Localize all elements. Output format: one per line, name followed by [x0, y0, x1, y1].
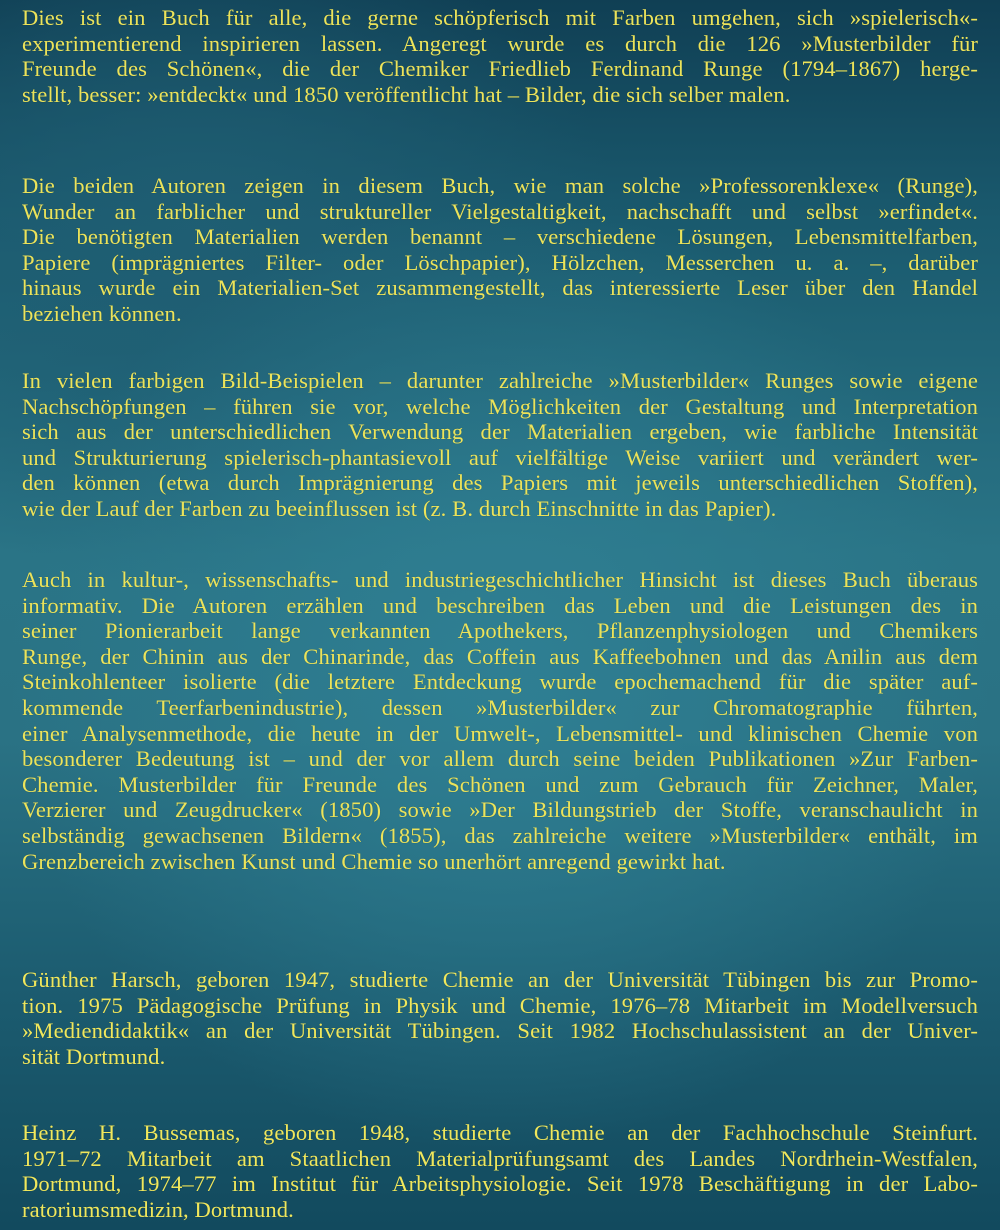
author-bio-harsch	[22, 967, 978, 1069]
text-line: Freunde des Schönen«, die der Chemiker Friedlieb Ferdinand Runge (1794–1867) herge-	[22, 56, 978, 82]
text-line: Chemie. Musterbilder für Freunde des Schönen und zum Gebrauch für Zeichner, Maler,	[22, 771, 978, 797]
text-line: den können (etwa durch Imprägnierung des Papiers mit jeweils unterschiedlichen Stoffen),	[22, 470, 978, 496]
paragraph-history	[22, 567, 978, 874]
text-line: Verzierer und Zeugdrucker« (1850) sowie »Der Bildungstrieb der Stoffe, veranschaulicht in	[22, 797, 978, 823]
text-line: stellt, besser: »entdeckt« und 1850 veröffentlicht hat – Bilder, die sich selber malen.	[22, 81, 791, 107]
text-line: besonderer Bedeutung ist – und der vor allem durch seine beiden Publikationen »Zur Farben-	[22, 746, 978, 772]
text-line: Runge, der Chinin aus der Chinarinde, das Coffein aus Kaffeebohnen und das Anilin aus dem	[22, 643, 978, 669]
text-line: Die beiden Autoren zeigen in diesem Buch, wie man solche »Professorenklexe« (Runge),	[22, 173, 978, 198]
text-line: sich aus der unterschiedlichen Verwendung der Materialien ergeben, wie farbliche Intensität	[22, 419, 978, 445]
text-line: hinaus wurde ein Materialien-Set zusammengestellt, das interessierte Leser über den Handel	[22, 275, 978, 301]
text-line: Wunder an farblicher und struktureller Vielgestaltigkeit, nachschafft und selbst »erfindet«.	[22, 198, 978, 224]
text-line: Die benötigten Materialien werden benannt – verschiedene Lösungen, Lebensmittelfarben,	[22, 224, 978, 250]
paragraph-authors-method	[22, 173, 978, 327]
text-line: Steinkohlenteer isolierte (die letztere Entdeckung wurde epochemachend für die später auf-	[22, 669, 978, 695]
text-line: Papiere (imprägniertes Filter- oder Löschpapier), Hölzchen, Messerchen u. a. –, darüber	[22, 249, 978, 275]
text-line: selbständig gewachsenen Bildern« (1855), das zahlreiche weitere »Musterbilder« enthält, im	[22, 822, 978, 848]
text-line: kommende Teerfarbenindustrie), dessen »Musterbilder« zur Chromatographie führten,	[22, 694, 978, 720]
author-bio-bussemas	[22, 1120, 978, 1222]
text-line: wie der Lauf der Farben zu beeinflussen ist (z. B. durch Einschnitte in das Papier).	[22, 495, 777, 521]
text-line: »Mediendidaktik« an der Universität Tübingen. Seit 1982 Hochschulassistent an der Univer-	[22, 1018, 978, 1044]
text-line: beziehen können.	[22, 300, 182, 326]
text-line: tion. 1975 Pädagogische Prüfung in Physik und Chemie, 1976–78 Mitarbeit im Modellversuch	[22, 992, 978, 1018]
text-line: In vielen farbigen Bild-Beispielen – darunter zahlreiche »Musterbilder« Runges sowie eigene	[22, 368, 978, 393]
paragraph-examples	[22, 368, 978, 522]
text-line: Günther Harsch, geboren 1947, studierte Chemie an der Universität Tübingen bis zur Promo-	[22, 967, 978, 992]
text-line: und Strukturierung spielerisch-phantasievoll auf vielfältige Weise variiert und verändert wer-	[22, 444, 978, 470]
text-line: sität Dortmund.	[22, 1043, 166, 1069]
text-line: Grenzbereich zwischen Kunst und Chemie so unerhört anregend gewirkt hat.	[22, 848, 726, 874]
text-line: Auch in kultur-, wissenschafts- und industriegeschichtlicher Hinsicht ist dieses Buch überaus	[22, 567, 978, 592]
text-line: ratoriumsmedizin, Dortmund.	[22, 1196, 294, 1222]
text-line: Nachschöpfungen – führen sie vor, welche Möglichkeiten der Gestaltung und Interpretation	[22, 393, 978, 419]
text-line: Dortmund, 1974–77 im Institut für Arbeitsphysiologie. Seit 1978 Beschäftigung in der Labo-	[22, 1171, 978, 1197]
text-line: Heinz H. Bussemas, geboren 1948, studierte Chemie an der Fachhochschule Steinfurt.	[22, 1120, 978, 1145]
text-line: 1971–72 Mitarbeit am Staatlichen Materialprüfungsamt des Landes Nordrhein-Westfalen,	[22, 1145, 978, 1171]
text-line: Dies ist ein Buch für alle, die gerne schöpferisch mit Farben umgehen, sich »spielerisch«-	[22, 5, 978, 30]
paragraph-intro	[22, 5, 978, 107]
text-line: experimentierend inspirieren lassen. Angeregt wurde es durch die 126 »Musterbilder für	[22, 30, 978, 56]
text-line: einer Analysenmethode, die heute in der Umwelt-, Lebensmittel- und klinischen Chemie von	[22, 720, 978, 746]
text-line: informativ. Die Autoren erzählen und beschreiben das Leben und die Leistungen des in	[22, 592, 978, 618]
text-line: seiner Pionierarbeit lange verkannten Apothekers, Pflanzenphysiologen und Chemikers	[22, 618, 978, 644]
